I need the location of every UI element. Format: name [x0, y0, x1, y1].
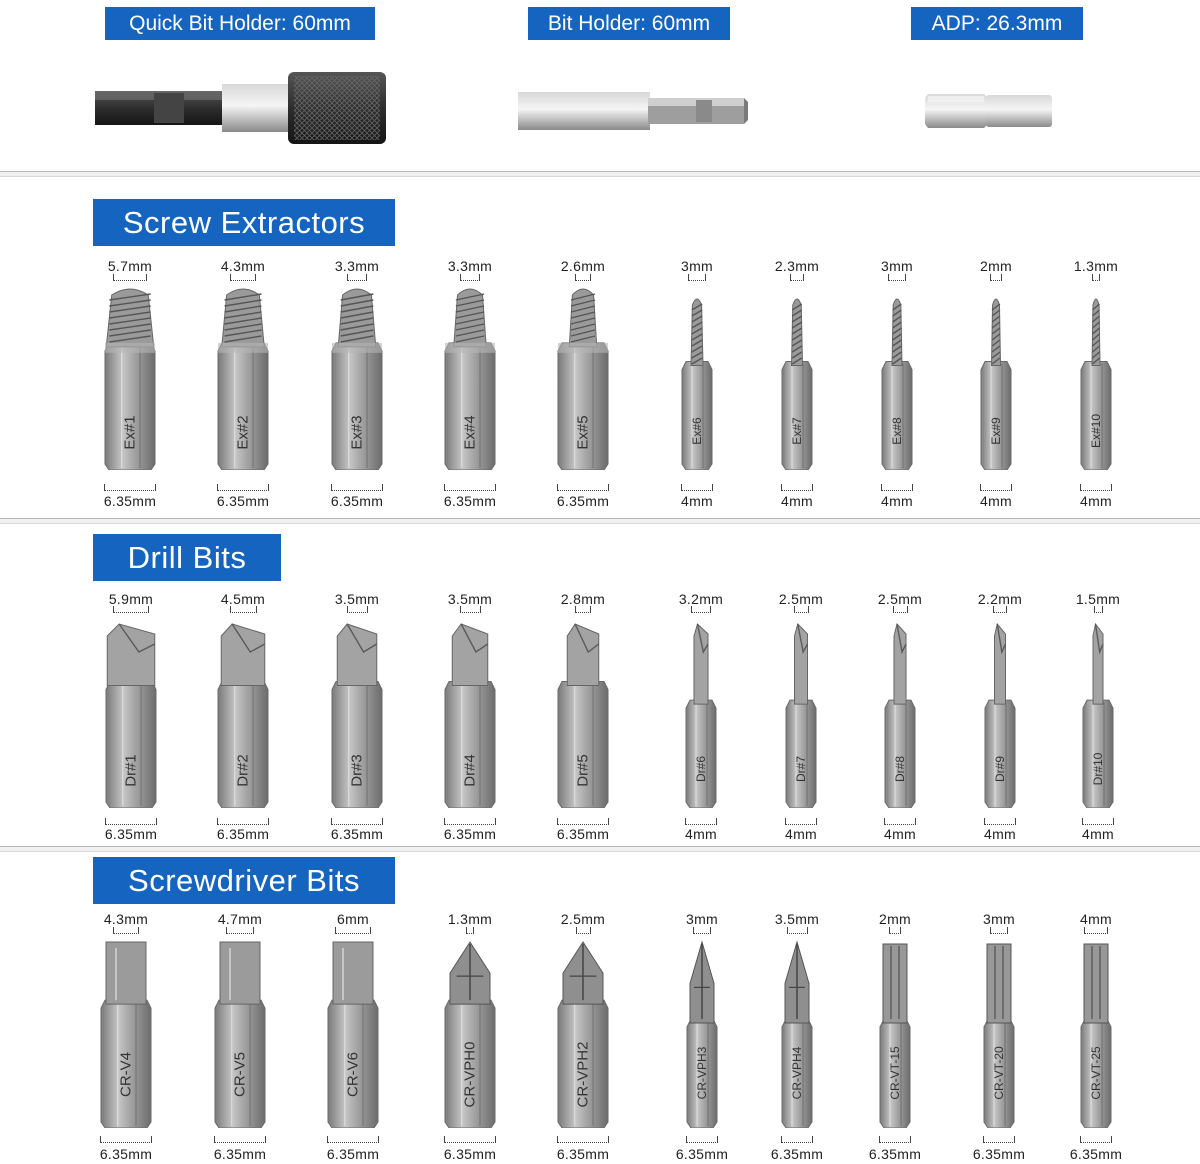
top-dimension-marker: [466, 927, 474, 934]
top-dimension-marker: [460, 274, 480, 281]
top-dimension-label: 2.6mm: [560, 258, 606, 274]
top-dimension-marker: [347, 274, 367, 281]
bit-code-label: CR-VPH4: [790, 1046, 804, 1100]
top-dimension-label: 3mm: [880, 258, 913, 274]
bit-code-label: Ex#10: [1089, 413, 1103, 449]
top-dimension-label: 3mm: [680, 258, 713, 274]
bottom-dimension-label: 6.35mm: [216, 826, 270, 842]
top-dimension-marker: [226, 927, 254, 934]
bottom-dimension-marker: [444, 1136, 496, 1143]
bottom-dimension-marker: [980, 484, 1012, 491]
divider-lower: [0, 846, 1200, 852]
bottom-dimension-label: 6.35mm: [104, 826, 158, 842]
bottom-dimension-marker: [557, 484, 609, 491]
bit-code-label: Dr#7: [794, 756, 808, 783]
top-dimension-label: 2.8mm: [560, 591, 606, 607]
top-dimension-marker: [575, 606, 592, 613]
bottom-dimension-marker: [781, 484, 813, 491]
top-dimension-label: 4mm: [1079, 911, 1112, 927]
top-dimension-label: 3.5mm: [774, 911, 820, 927]
bottom-dimension-label: 6.35mm: [556, 1146, 610, 1162]
top-dimension-marker: [993, 606, 1006, 613]
bit-code-label: Dr#10: [1091, 752, 1105, 786]
bit-code-label: CR-VPH3: [695, 1046, 709, 1100]
bottom-dimension-label: 4mm: [983, 826, 1016, 842]
bottom-dimension-marker: [557, 1136, 609, 1143]
bit-code-label: CR-VT-20: [992, 1046, 1006, 1100]
bottom-dimension-label: 6.35mm: [770, 1146, 824, 1162]
bottom-dimension-marker: [1082, 818, 1114, 825]
bit-code-label: Ex#1: [121, 415, 139, 450]
bit-code-label: Dr#9: [993, 756, 1007, 783]
adp-label: ADP: 26.3mm: [911, 7, 1083, 40]
top-dimension-label: 4.7mm: [217, 911, 263, 927]
top-dimension-marker: [113, 606, 148, 613]
bit-code-label: Ex#9: [989, 417, 1003, 445]
bit-code-label: Dr#1: [122, 754, 140, 787]
bottom-dimension-label: 6.35mm: [972, 1146, 1026, 1162]
bottom-dimension-marker: [785, 818, 817, 825]
bottom-dimension-label: 6.35mm: [330, 826, 384, 842]
bottom-dimension-marker: [104, 484, 156, 491]
bottom-dimension-label: 6.35mm: [443, 826, 497, 842]
top-dimension-label: 4.3mm: [220, 258, 266, 274]
top-dimension-label: 6mm: [336, 911, 369, 927]
section-title-drill-bits: Drill Bits: [93, 534, 281, 581]
bit-code-label: Ex#8: [890, 417, 904, 445]
bit-code-label: CR-VPH2: [574, 1041, 592, 1108]
bit-code-label: Ex#2: [234, 415, 252, 450]
bottom-dimension-label: 4mm: [680, 493, 713, 509]
top-dimension-marker: [575, 274, 591, 281]
top-dimension-marker: [790, 274, 804, 281]
bottom-dimension-label: 6.35mm: [675, 1146, 729, 1162]
top-dimension-label: 2.2mm: [977, 591, 1023, 607]
top-dimension-marker: [335, 927, 371, 934]
top-dimension-marker: [1084, 927, 1108, 934]
top-dimension-marker: [691, 606, 710, 613]
bottom-dimension-marker: [681, 484, 713, 491]
bit-holder-label: Bit Holder: 60mm: [528, 7, 730, 40]
top-dimension-marker: [230, 606, 257, 613]
bottom-dimension-label: 4mm: [684, 826, 717, 842]
bottom-dimension-label: 6.35mm: [556, 826, 610, 842]
bit-code-label: Ex#3: [348, 415, 366, 450]
divider-top: [0, 171, 1200, 177]
bit-holder-image: [516, 88, 751, 134]
top-dimension-marker: [990, 927, 1008, 934]
bottom-dimension-marker: [983, 1136, 1015, 1143]
top-dimension-label: 2.5mm: [877, 591, 923, 607]
top-dimension-label: 3mm: [685, 911, 718, 927]
bottom-dimension-label: 6.35mm: [1069, 1146, 1123, 1162]
bit-code-label: Dr#8: [893, 756, 907, 783]
bottom-dimension-marker: [217, 484, 269, 491]
top-dimension-marker: [230, 274, 256, 281]
top-dimension-marker: [576, 927, 591, 934]
divider-middle: [0, 518, 1200, 524]
bottom-dimension-label: 6.35mm: [213, 1146, 267, 1162]
bottom-dimension-marker: [331, 484, 383, 491]
bottom-dimension-marker: [884, 818, 916, 825]
bottom-dimension-marker: [685, 818, 717, 825]
top-dimension-label: 2.3mm: [774, 258, 820, 274]
top-dimension-marker: [688, 274, 706, 281]
bottom-dimension-marker: [100, 1136, 152, 1143]
top-dimension-label: 3.3mm: [447, 258, 493, 274]
top-dimension-label: 4.3mm: [103, 911, 149, 927]
bottom-dimension-marker: [879, 1136, 911, 1143]
top-dimension-label: 3.5mm: [334, 591, 380, 607]
bottom-dimension-label: 6.35mm: [216, 493, 270, 509]
quick-bit-holder-label: Quick Bit Holder: 60mm: [105, 7, 375, 40]
top-dimension-label: 2.5mm: [778, 591, 824, 607]
bit-code-label: CR-VT-15: [888, 1046, 902, 1100]
bit-code-label: Ex#7: [790, 417, 804, 445]
top-dimension-label: 2mm: [979, 258, 1012, 274]
bottom-dimension-label: 4mm: [780, 493, 813, 509]
section-title-screwdriver-bits: Screwdriver Bits: [93, 857, 395, 904]
top-dimension-label: 3.2mm: [678, 591, 724, 607]
top-dimension-marker: [794, 606, 809, 613]
bottom-dimension-marker: [881, 484, 913, 491]
bottom-dimension-marker: [217, 818, 269, 825]
bottom-dimension-label: 6.35mm: [556, 493, 610, 509]
bit-code-label: Dr#6: [694, 756, 708, 783]
top-dimension-label: 3.5mm: [447, 591, 493, 607]
top-dimension-label: 2.5mm: [560, 911, 606, 927]
bottom-dimension-marker: [781, 1136, 813, 1143]
bottom-dimension-marker: [1080, 1136, 1112, 1143]
section-title-screw-extractors: Screw Extractors: [93, 199, 395, 246]
bottom-dimension-label: 4mm: [883, 826, 916, 842]
bottom-dimension-marker: [331, 818, 383, 825]
bottom-dimension-label: 6.35mm: [443, 1146, 497, 1162]
top-dimension-label: 5.7mm: [107, 258, 153, 274]
bottom-dimension-label: 6.35mm: [99, 1146, 153, 1162]
bottom-dimension-marker: [444, 484, 496, 491]
top-dimension-marker: [889, 927, 901, 934]
bottom-dimension-label: 4mm: [880, 493, 913, 509]
top-dimension-label: 3.3mm: [334, 258, 380, 274]
bottom-dimension-label: 6.35mm: [103, 493, 157, 509]
bottom-dimension-label: 4mm: [784, 826, 817, 842]
bit-code-label: CR-V5: [231, 1052, 249, 1098]
bottom-dimension-marker: [214, 1136, 266, 1143]
bottom-dimension-label: 6.35mm: [330, 493, 384, 509]
top-dimension-label: 2mm: [878, 911, 911, 927]
top-dimension-label: 1.3mm: [447, 911, 493, 927]
bottom-dimension-marker: [984, 818, 1016, 825]
bottom-dimension-marker: [1080, 484, 1112, 491]
top-dimension-marker: [460, 606, 481, 613]
top-dimension-marker: [990, 274, 1002, 281]
bit-code-label: Dr#4: [461, 754, 479, 787]
bottom-dimension-label: 6.35mm: [868, 1146, 922, 1162]
bit-code-label: Dr#3: [348, 754, 366, 787]
top-dimension-marker: [347, 606, 368, 613]
top-dimension-marker: [1094, 606, 1103, 613]
top-dimension-label: 5.9mm: [108, 591, 154, 607]
bit-code-label: CR-VT-25: [1089, 1046, 1103, 1100]
bit-code-label: CR-V6: [344, 1052, 362, 1098]
bit-code-label: Ex#6: [690, 417, 704, 445]
bit-code-label: Dr#5: [574, 754, 592, 787]
bottom-dimension-label: 6.35mm: [326, 1146, 380, 1162]
top-dimension-marker: [693, 927, 711, 934]
bottom-dimension-label: 6.35mm: [443, 493, 497, 509]
bit-code-label: Dr#2: [234, 754, 252, 787]
bit-code-label: Ex#4: [461, 415, 479, 450]
top-dimension-marker: [1092, 274, 1100, 281]
top-dimension-label: 1.3mm: [1073, 258, 1119, 274]
bottom-dimension-label: 4mm: [979, 493, 1012, 509]
bit-code-label: CR-V4: [117, 1052, 135, 1098]
top-dimension-label: 1.5mm: [1075, 591, 1121, 607]
top-dimension-marker: [113, 927, 139, 934]
bottom-dimension-label: 4mm: [1079, 493, 1112, 509]
adp-image: [924, 92, 1056, 130]
top-dimension-marker: [893, 606, 908, 613]
top-dimension-marker: [888, 274, 906, 281]
top-dimension-label: 3mm: [982, 911, 1015, 927]
top-dimension-marker: [787, 927, 808, 934]
top-dimension-label: 4.5mm: [220, 591, 266, 607]
bottom-dimension-marker: [444, 818, 496, 825]
bit-code-label: Ex#5: [574, 415, 592, 450]
bottom-dimension-label: 4mm: [1081, 826, 1114, 842]
bottom-dimension-marker: [557, 818, 609, 825]
bottom-dimension-marker: [327, 1136, 379, 1143]
top-dimension-marker: [113, 274, 147, 281]
quick-bit-holder-image: [92, 68, 392, 148]
bottom-dimension-marker: [105, 818, 157, 825]
bottom-dimension-marker: [686, 1136, 718, 1143]
bit-code-label: CR-VPH0: [461, 1041, 479, 1108]
